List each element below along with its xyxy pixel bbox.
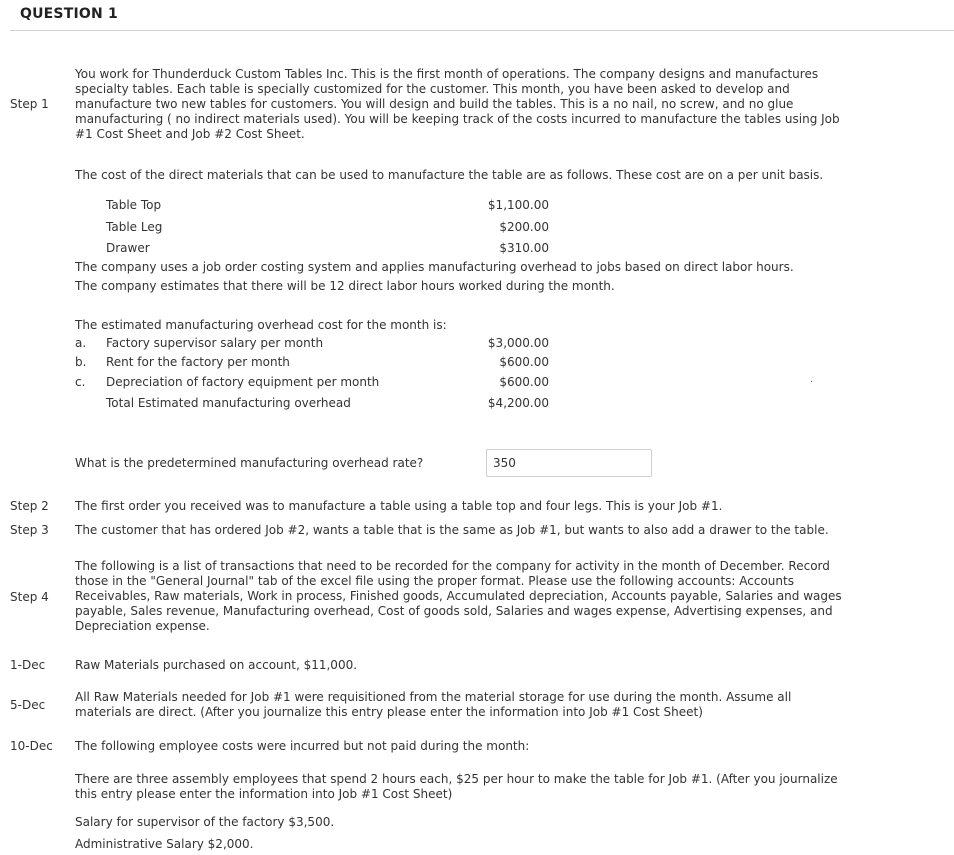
overhead-total-value: $4,200.00 (487, 396, 549, 410)
transaction-text-1-dec: Raw Materials purchased on account, $11,000. (75, 658, 358, 672)
transaction-text-10-dec: The following employee costs were incurred but not paid during the month: (75, 739, 530, 753)
overhead-name-depreciation: Depreciation of factory equipment per month (106, 375, 380, 389)
material-cost-table-top: $1,100.00 (487, 198, 549, 212)
costing-system-note: The company uses a job order costing system and applies manufacturing overhead to jobs based on direct labor hours. (75, 260, 794, 274)
step-3-label: Step 3 (10, 523, 49, 537)
step-1-label: Step 1 (10, 97, 49, 111)
material-name-table-top: Table Top (106, 198, 162, 212)
material-name-drawer: Drawer (106, 241, 150, 255)
stray-mark: . (810, 374, 814, 385)
title-divider (10, 30, 954, 31)
rate-question-prompt: What is the predetermined manufacturing overhead rate? (75, 456, 424, 470)
overhead-name-rent: Rent for the factory per month (106, 355, 290, 369)
materials-intro: The cost of the direct materials that can be used to manufacture the table are as follows. These cost are on a per unit basis. (75, 168, 824, 182)
rate-answer-input[interactable] (486, 449, 652, 477)
step-4-label: Step 4 (10, 590, 49, 604)
administrative-salary: Administrative Salary $2,000. (75, 837, 254, 851)
labor-hours-note: The company estimates that there will be 12 direct labor hours worked during the month. (75, 279, 615, 293)
overhead-letter-a: a. (75, 336, 87, 350)
step-2-label: Step 2 (10, 499, 49, 513)
material-cost-drawer: $310.00 (499, 241, 549, 255)
transaction-date-1-dec: 1-Dec (10, 658, 46, 672)
material-cost-table-leg: $200.00 (499, 220, 549, 234)
step-1-text: You work for Thunderduck Custom Tables Inc. This is the first month of operations. The company designs and manufactures specialty tables. Each table is specially customized for the customer. This month, you have been asked to develop and manufacture two new tables for customers. You will design and build the tables. This is a no nail, no screw, and no glue manufacturing ( no indirect materials used). You will be keeping track of the costs incurred to manufacture the tables using Job #1 Cost Sheet and Job #2 Cost Sheet. (75, 67, 840, 141)
overhead-cost-rent: $600.00 (499, 355, 549, 369)
overhead-cost-supervisor: $3,000.00 (487, 336, 549, 350)
overhead-name-supervisor: Factory supervisor salary per month (106, 336, 324, 350)
transaction-text-5-dec: All Raw Materials needed for Job #1 were requisitioned from the material storage for use during the month. Assume all materials are direct. (After you journalize this entry please enter the information into Job #1 Cost Sheet) (75, 690, 792, 719)
step-4-text: The following is a list of transactions that need to be recorded for the company for activity in the month of December. Record those in the "General Journal" tab of the excel file using the proper format. Please use the following accounts: Accounts Receivables, Raw materials, Work in process, Finished goods, Accumulated depreciation, Accounts payable, Salaries and wages payable, Sales revenue, Manufacturing overhead, Cost of goods sold, Salaries and wages expense, Advertising expenses, and Depreciation expense. (75, 559, 842, 633)
question-title: QUESTION 1 (20, 6, 118, 22)
supervisor-salary: Salary for supervisor of the factory $3,500. (75, 815, 335, 829)
overhead-letter-c: c. (75, 375, 86, 389)
transaction-date-10-dec: 10-Dec (10, 739, 53, 753)
step-3-text: The customer that has ordered Job #2, wants a table that is the same as Job #1, but wants to also add a drawer to the table. (75, 523, 829, 537)
overhead-intro: The estimated manufacturing overhead cost for the month is: (75, 318, 447, 332)
step-2-text: The first order you received was to manufacture a table using a table top and four legs. This is your Job #1. (75, 499, 723, 513)
overhead-cost-depreciation: $600.00 (499, 375, 549, 389)
material-name-table-leg: Table Leg (106, 220, 163, 234)
transaction-date-5-dec: 5-Dec (10, 698, 46, 712)
assembly-employee-cost: There are three assembly employees that spend 2 hours each, $25 per hour to make the table for Job #1. (After you journalize this entry please enter the information into Job #1 Cost Sheet) (75, 772, 838, 801)
overhead-total-label: Total Estimated manufacturing overhead (106, 396, 351, 410)
overhead-letter-b: b. (75, 355, 87, 369)
